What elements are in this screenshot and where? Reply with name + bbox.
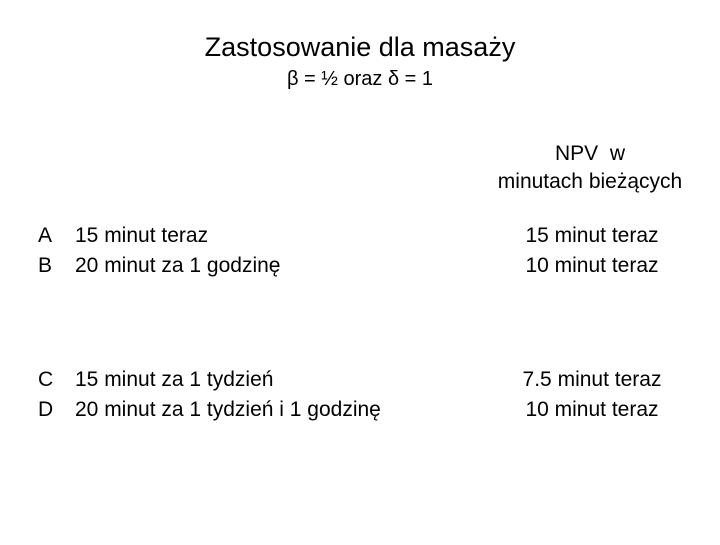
option-npv-value: 15 minut teraz xyxy=(525,224,659,247)
option-letter: B xyxy=(38,254,53,277)
option-npv-value: 10 minut teraz xyxy=(525,398,659,421)
option-description: 15 minut za 1 tydzień xyxy=(75,368,274,391)
option-description: 15 minut teraz xyxy=(75,224,209,247)
option-npv-value: 10 minut teraz xyxy=(525,254,659,277)
parameters-subtitle: β = ½ oraz δ = 1 xyxy=(286,68,434,90)
option-description: 20 minut za 1 tydzień i 1 godzinę xyxy=(75,398,381,421)
option-group-1 xyxy=(0,221,720,281)
option-group-2 xyxy=(0,365,720,425)
option-row-a xyxy=(0,221,720,251)
option-letter: D xyxy=(38,398,54,421)
option-npv-value: 7.5 minut teraz xyxy=(522,368,662,391)
option-letter: A xyxy=(38,224,53,247)
slide-title: Zastosowanie dla masaży xyxy=(204,32,516,62)
npv-column-header xyxy=(460,140,720,196)
option-description: 20 minut za 1 godzinę xyxy=(75,254,281,277)
npv-header-line-2: minutach bieżących xyxy=(497,170,683,193)
option-row-d xyxy=(0,395,720,425)
option-letter: C xyxy=(38,368,54,391)
npv-header-line-1: NPV w xyxy=(554,142,625,165)
option-row-c xyxy=(0,365,720,395)
option-row-b xyxy=(0,251,720,281)
